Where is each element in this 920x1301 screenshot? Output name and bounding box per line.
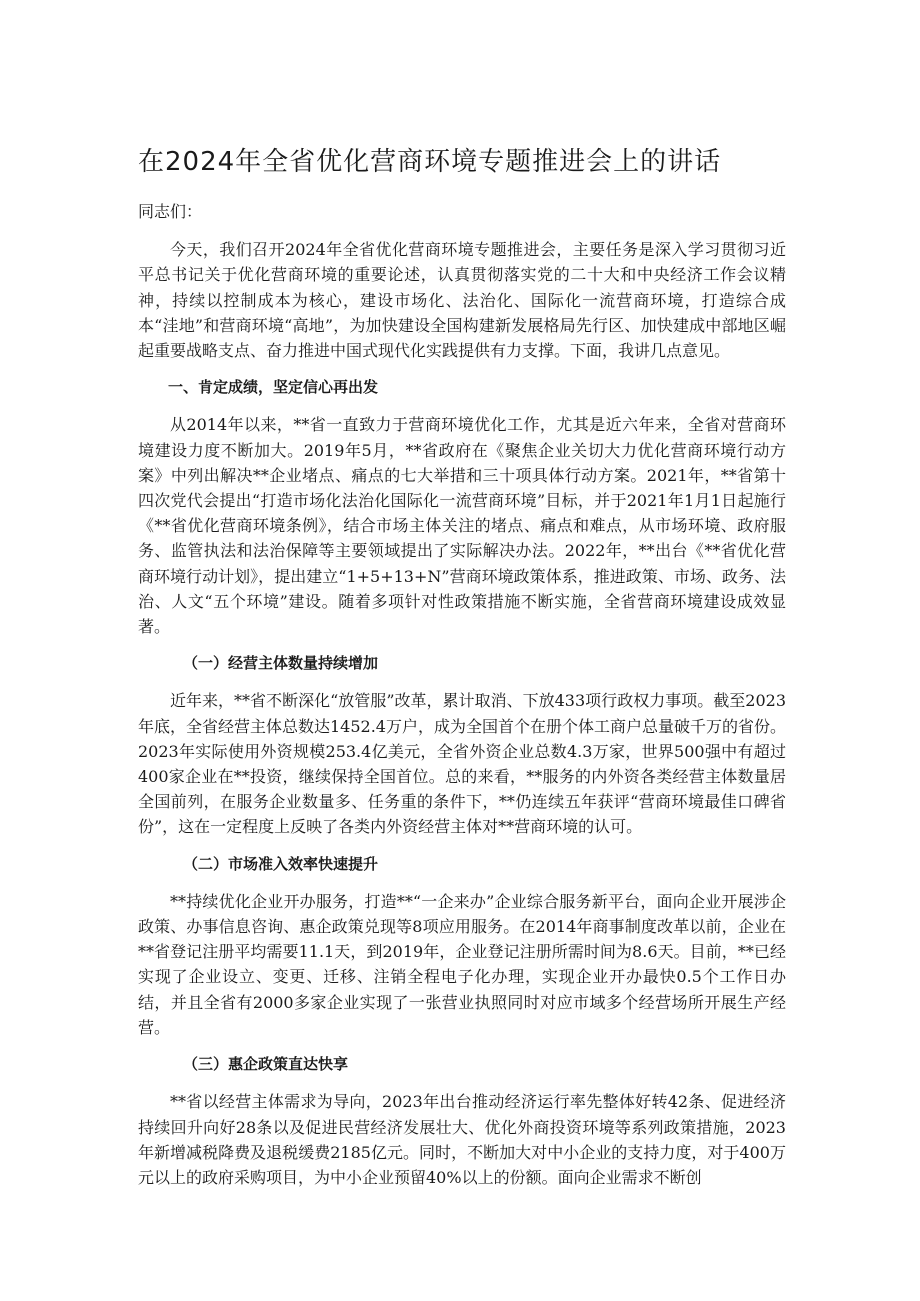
section-1-paragraph: 从2014年以来，**省一直致力于营商环境优化工作，尤其是近六年来，全省对营商环境建设力度不断加大。2019年5月，**省政府在《聚焦企业关切大力优化营商环境行动方案》中列出解决**企业堵点、痛点的七大举措和三十项具体行动方案。2021年，**省第十四次党代会提出“打造市场化法治化国际化一流营商环境”目标，并于2021年1月1日起施行《**省优化营商环境条例》，结合市场主体关注的堵点、痛点和难点，从市场环境、政府服务、监管执法和法治保障等主要领域提出了实际解决办法。2022年，**出台《**省优化营商环境行动计划》，提出建立“1+5+13+N”营商环境政策体系，推进政策、市场、政务、法治、人文“五个环境”建设。随着多项针对性政策措施不断实施，全省营商环境建设成效显著。 bbox=[138, 415, 786, 637]
document-body bbox=[138, 199, 786, 1202]
subsection-1-paragraph: 近年来，**省不断深化“放管服”改革，累计取消、下放433项行政权力事项。截至2023年底，全省经营主体总数达1452.4万户，成为全国首个在册个体工商户总量破千万的省份。2023年实际使用外资规模253.4亿美元，全省外资企业总数4.3万家，世界500强中有超过400家企业在**投资，继续保持全国首位。总的来看，**服务的内外资各类经营主体数量居全国前列，在服务企业数量多、任务重的条件下，**仍连续五年获评“营商环境最佳口碑省份”，这在一定程度上反映了各类内外资经营主体对**营商环境的认可。 bbox=[138, 691, 786, 837]
subsection-2-paragraph: **持续优化企业开办服务，打造**“一企来办”企业综合服务新平台，面向企业开展涉企政策、办事信息咨询、惠企政策兑现等8项应用服务。在2014年商事制度改革以前，企业在**省登记注册平均需要11.1天，到2019年，企业登记注册所需时间为8.6天。目前，**已经实现了企业设立、变更、迁移、注销全程电子化办理，实现企业开办最快0.5个工作日办结，并且全省有2000多家企业实现了一张营业执照同时对应市域多个经营场所开展生产经营。 bbox=[138, 891, 786, 1037]
subsection-heading-1: （一）经营主体数量持续增加 bbox=[183, 654, 379, 673]
section-heading-1: 一、肯定成绩，坚定信心再出发 bbox=[168, 378, 379, 397]
subsection-3-paragraph: **省以经营主体需求为导向，2023年出台推动经济运行率先整体好转42条、促进经济持续回升向好28条以及促进民营经济发展壮大、优化外商投资环境等系列政策措施，2023年新增减税降费及退税缓费2185亿元。同时，不断加大对中小企业的支持力度，对于400万元以上的政府采购项目，为中小企业预留40%以上的份额。面向企业需求不断创 bbox=[138, 1092, 786, 1187]
salutation: 同志们： bbox=[138, 202, 203, 221]
page-title: 在2024年全省优化营商环境专题推进会上的讲话 bbox=[138, 147, 722, 177]
intro-paragraph: 今天，我们召开2024年全省优化营商环境专题推进会，主要任务是深入学习贯彻习近平总书记关于优化营商环境的重要论述，认真贯彻落实党的二十大和中央经济工作会议精神，持续以控制成本为核心，建设市场化、法治化、国际化一流营商环境，打造综合成本“洼地”和营商环境“高地”，为加快建设全国构建新发展格局先行区、加快建成中部地区崛起重要战略支点、奋力推进中国式现代化实践提供有力支撑。下面，我讲几点意见。 bbox=[138, 240, 786, 361]
subsection-heading-2: （二）市场准入效率快速提升 bbox=[183, 854, 379, 873]
subsection-heading-3: （三）惠企政策直达快享 bbox=[183, 1055, 349, 1074]
